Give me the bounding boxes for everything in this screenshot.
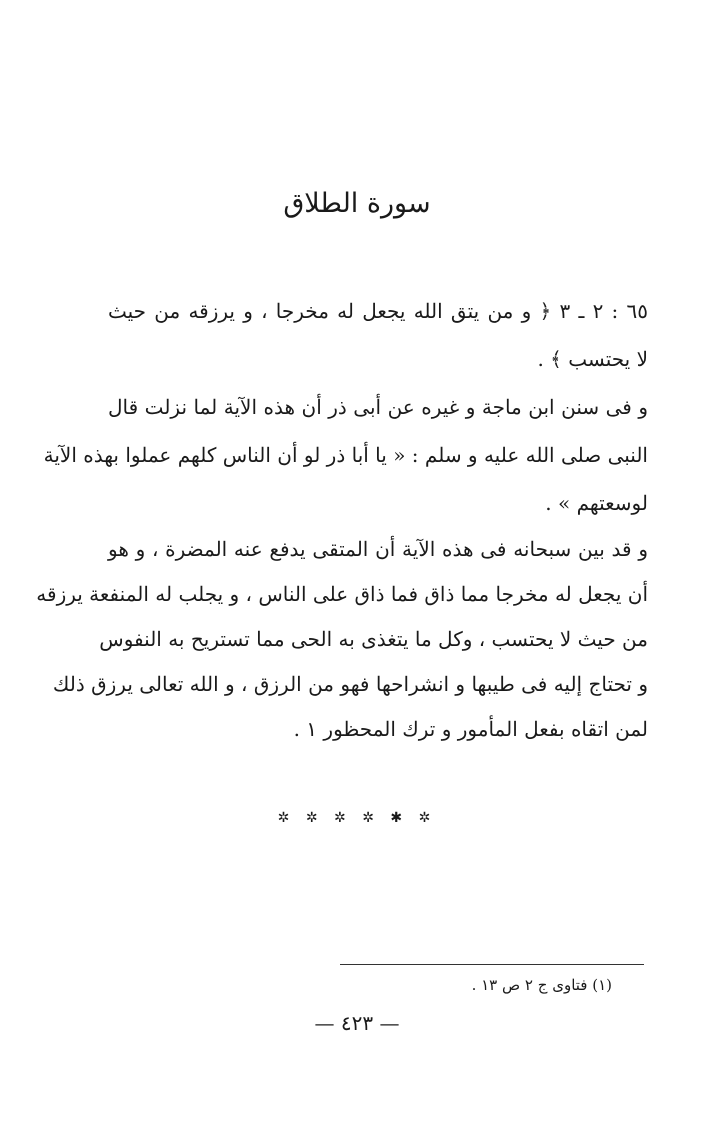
commentary-line-3: من حيث لا يحتسب ، وكل ما يتغذى به الحى مما تستريح به النفوس [99,627,648,651]
hadith-line-1: و فى سنن ابن ماجة و غيره عن أبى ذر أن هذه الآية لما نزلت قال [108,395,648,419]
page-number: — ٤٢٣ — [314,1011,400,1035]
verse-line-1: ٦٥ : ٢ ـ ٣ ﴿ و من يتق الله يجعل له مخرجا ، و يرزقه من حيث [108,299,649,323]
verse-line-2: لا يحتسب ﴾ . [537,347,648,371]
hadith-line-3: لوسعتهم » . [545,491,648,515]
footnote-divider [340,964,644,965]
surah-title: سورة الطلاق [283,188,431,219]
commentary-line-5: لمن اتقاه بفعل المأمور و ترك المحظور ١ . [293,717,648,741]
commentary-line-4: و تحتاج إليه فى طيبها و انشراحها فهو من الرزق ، و الله تعالى يرزق ذلك [52,672,648,696]
hadith-line-2: النبى صلى الله عليه و سلم : « يا أبا ذر لو أن الناس كلهم عملوا بهذه الآية [43,443,648,467]
commentary-line-1: و قد بين سبحانه فى هذه الآية أن المتقى يدفع عنه المضرة ، و هو [108,537,648,561]
section-ornaments: ✲ ✲ ✲ ✲ ✱ ✲ [277,810,437,826]
commentary-line-2: أن يجعل له مخرجا مما ذاق فما ذاق على الناس ، و يجلب له المنفعة يرزقه [36,582,648,606]
footnote: (١) فتاوى ج ٢ ص ١٣ . [471,976,612,994]
